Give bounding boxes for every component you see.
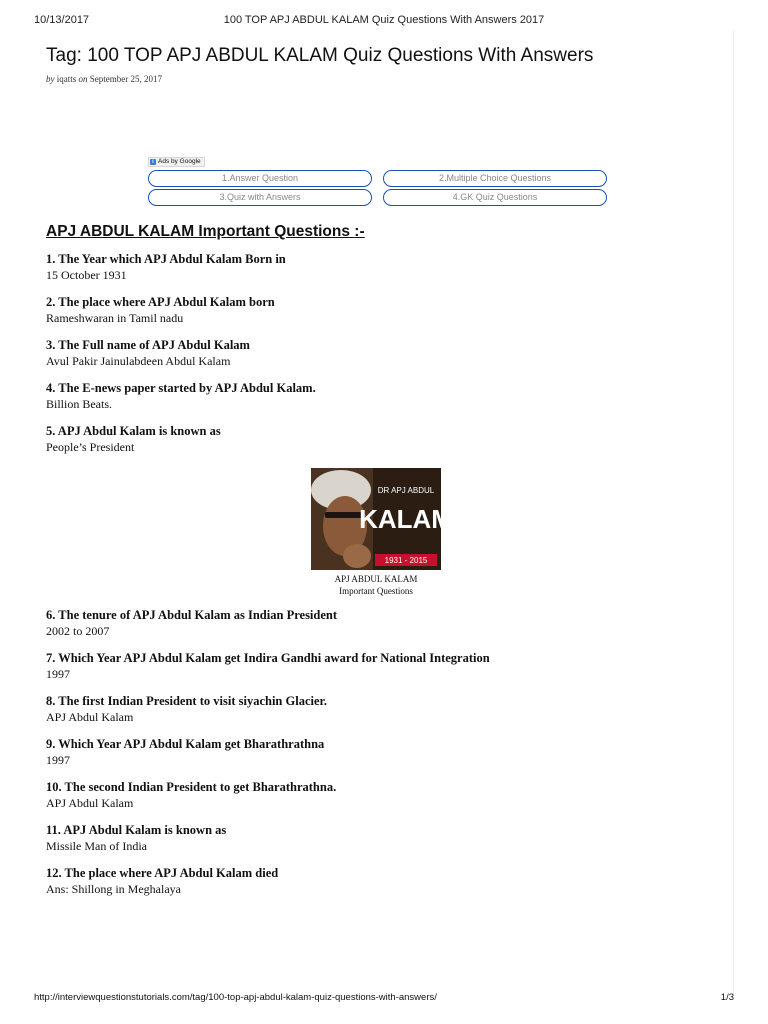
answer-text: People’s President [46, 439, 135, 454]
question-block [46, 337, 706, 370]
print-date: 10/13/2017 [34, 14, 90, 26]
section-heading-suffix: :- [354, 222, 365, 240]
print-header [34, 14, 734, 30]
question-block [46, 822, 706, 855]
page-number: 1/3 [720, 992, 734, 1003]
title-text: 100 TOP APJ ABDUL KALAM Quiz Questions With Answers [87, 45, 594, 66]
answer-text: 1997 [46, 666, 70, 681]
title-prefix: Tag: [46, 45, 82, 66]
question-block [46, 251, 706, 284]
question-list-part-1 [46, 251, 706, 456]
question-block [46, 423, 706, 456]
question-text: 11. APJ Abdul Kalam is known as [46, 822, 227, 837]
ads-label-text: Ads by Google [158, 157, 201, 165]
question-text: 3. The Full name of APJ Abdul Kalam [46, 337, 250, 352]
caption-line-2: Important Questions [339, 585, 413, 596]
ad-link-grid [148, 170, 608, 206]
question-block [46, 865, 706, 898]
figure-caption [46, 573, 706, 597]
answer-text: 1997 [46, 752, 70, 767]
question-text: 7. Which Year APJ Abdul Kalam get Indira Gandhi award for National Integration [46, 650, 490, 665]
answer-text: 15 October 1931 [46, 267, 127, 282]
ad-link-quiz-with-answers[interactable]: 3.Quiz with Answers [148, 189, 372, 206]
kalam-portrait-image [311, 468, 453, 570]
byline [46, 74, 706, 84]
question-block [46, 294, 706, 327]
image-text-years: 1931 - 2015 [384, 555, 428, 565]
answer-text: Avul Pakir Jainulabdeen Abdul Kalam [46, 353, 231, 368]
question-text: 5. APJ Abdul Kalam is known as [46, 423, 221, 438]
print-document-title: 100 TOP APJ ABDUL KALAM Quiz Questions With Answers 2017 [223, 14, 545, 26]
question-block [46, 607, 706, 640]
question-list-part-2 [46, 607, 706, 898]
ad-link-multiple-choice-questions[interactable]: 2.Multiple Choice Questions [383, 170, 607, 187]
question-block [46, 380, 706, 413]
question-text: 2. The place where APJ Abdul Kalam born [46, 294, 275, 309]
byline-author: iqatts [56, 73, 77, 84]
ad-block [148, 150, 608, 206]
question-text: 4. The E-news paper started by APJ Abdul Kalam. [46, 380, 316, 395]
ad-link-answer-question[interactable]: 1.Answer Question [148, 170, 372, 187]
byline-date: September 25, 2017 [89, 73, 162, 84]
answer-text: Missile Man of India [46, 838, 147, 853]
info-icon: i [150, 159, 156, 165]
question-text: 12. The place where APJ Abdul Kalam died [46, 865, 279, 880]
answer-text: 2002 to 2007 [46, 623, 110, 638]
kalam-figure [46, 468, 706, 597]
question-block [46, 693, 706, 726]
answer-text: Rameshwaran in Tamil nadu [46, 310, 184, 325]
answer-text: APJ Abdul Kalam [46, 709, 134, 724]
byline-on: on [78, 73, 88, 84]
ads-by-google-label [148, 157, 205, 167]
section-heading-text: APJ ABDUL KALAM Important Questions [46, 222, 350, 240]
question-text: 6. The tenure of APJ Abdul Kalam as Indian President [46, 607, 338, 622]
ad-link-gk-quiz-questions[interactable]: 4.GK Quiz Questions [383, 189, 607, 206]
caption-line-1: APJ ABDUL KALAM [334, 573, 418, 584]
image-text-line1: DR APJ ABDUL [377, 485, 435, 495]
answer-text: Billion Beats. [46, 396, 112, 411]
question-block [46, 736, 706, 769]
page-title [46, 44, 706, 68]
page-url[interactable]: http://interviewquestionstutorials.com/tag/100-top-apj-abdul-kalam-quiz-questions-with-answers/ [34, 992, 437, 1003]
question-block [46, 779, 706, 812]
question-text: 9. Which Year APJ Abdul Kalam get Bharathrathna [46, 736, 325, 751]
print-footer [34, 992, 734, 1006]
answer-text: Ans: Shillong in Meghalaya [46, 881, 181, 896]
image-text-kalam: KALAM [359, 503, 453, 534]
byline-by: by [46, 73, 55, 84]
section-heading [46, 223, 706, 241]
question-text: 8. The first Indian President to visit siyachin Glacier. [46, 693, 328, 708]
question-text: 1. The Year which APJ Abdul Kalam Born in [46, 251, 286, 266]
article [46, 44, 706, 898]
answer-text: APJ Abdul Kalam [46, 795, 134, 810]
question-block [46, 650, 706, 683]
question-text: 10. The second Indian President to get Bharathrathna. [46, 779, 337, 794]
page-edge-divider [733, 30, 734, 996]
